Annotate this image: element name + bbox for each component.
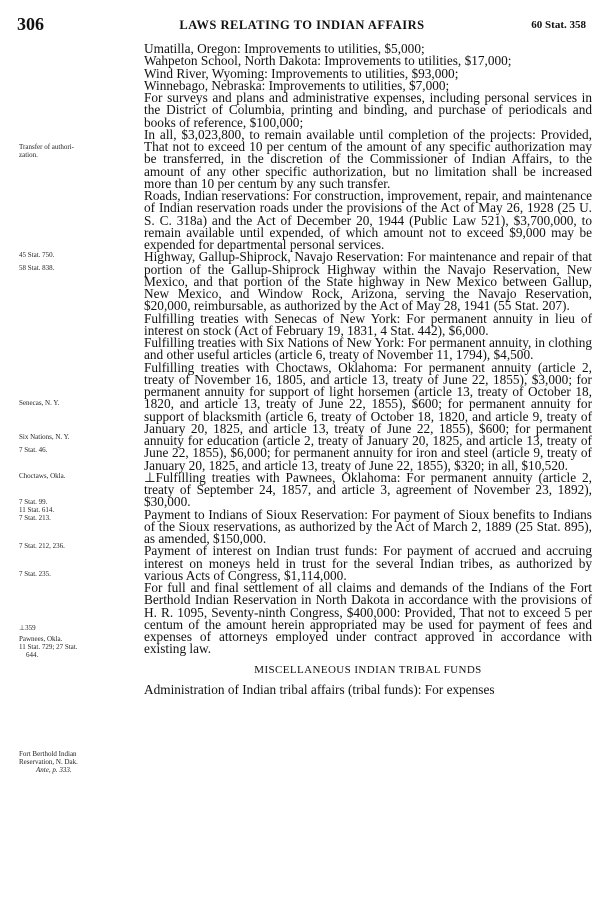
paragraph: Payment to Indians of Sioux Reservation: For payment of Sioux benefits to Indians of the Sioux reservations, as authorized by the Act of March 2, 1889 (25 Stat. 895), as amended, $150,000. bbox=[144, 506, 592, 546]
page-number: 306 bbox=[17, 14, 44, 34]
paragraph: Wind River, Wyoming: Improvements to utilities, $93,000; bbox=[144, 65, 459, 81]
margin-note: 644. bbox=[26, 651, 39, 659]
margin-note: 7 Stat. 235. bbox=[19, 570, 51, 578]
paragraph: Roads, Indian reservations: For construction, improvement, repair, and maintenance of Indian reservation roads under the provisions of the Act of May 26, 1928 (25 U. S. C. 318a) and the Act of December 20, 1944 (Public Law 521), $3,700,000, to remain available until expended, of which amount not to exceed $9,000 may be expended for departmental personal services. bbox=[144, 188, 592, 252]
paragraph: Fulfilling treaties with Senecas of New York: For permanent annuity in lieu of interest on stock (Act of February 19, 1831, 4 Stat. 442), $6,000. bbox=[144, 310, 592, 338]
paragraph: Fulfilling treaties with Six Nations of New York: For permanent annuity, in clothing and other useful articles (article 6, treaty of November 11, 1794), $4,500. bbox=[144, 335, 592, 363]
margin-note: 7 Stat. 213. bbox=[19, 514, 51, 522]
paragraph: Umatilla, Oregon: Improvements to utilities, $5,000; bbox=[144, 41, 425, 56]
margin-note: Choctaws, Okla. bbox=[19, 472, 66, 480]
margin-note: 11 Stat. 729; 27 Stat. bbox=[19, 643, 78, 651]
paragraph: Wahpeton School, North Dakota: Improvements to utilities, $17,000; bbox=[144, 53, 512, 69]
margin-note: 58 Stat. 838. bbox=[19, 264, 55, 272]
margin-note: 45 Stat. 750. bbox=[19, 251, 55, 259]
paragraph: Payment of interest on Indian trust funds: For payment of accrued and accruing interest on moneys held in trust for the several Indian tribes, as authorized by various Acts of Congress, $1,114,000. bbox=[144, 543, 592, 583]
margin-note: ⊥359 bbox=[19, 624, 36, 632]
margin-note: Senecas, N. Y. bbox=[19, 399, 60, 407]
margin-note: Ante, p. 333. bbox=[36, 766, 72, 774]
margin-note: zation. bbox=[19, 151, 38, 159]
margin-note: Transfer of authori- bbox=[19, 143, 74, 151]
stat-reference: 60 Stat. 358 bbox=[531, 19, 586, 31]
margin-note: 7 Stat. 46. bbox=[19, 446, 48, 454]
margin-note: Six Nations, N. Y. bbox=[19, 433, 70, 441]
paragraph: In all, $3,023,800, to remain available until completion of the projects: Provided, That not to exceed 10 per centum of the amount of any specific authorization may be transferred, in the discretion of the Commissioner of Indian Affairs, to the amount of any other specific authorization, but no limitation shall be increased more than 10 per centum by any such transfer. bbox=[144, 126, 592, 191]
body-text bbox=[144, 43, 592, 696]
margin-note: Pawnees, Okla. bbox=[19, 635, 63, 643]
margin-note: 11 Stat. 614. bbox=[19, 506, 55, 514]
margin-note: Reservation, N. Dak. bbox=[19, 758, 78, 766]
margin-note: 7 Stat. 212, 236. bbox=[19, 542, 65, 550]
paragraph: Fulfilling treaties with Choctaws, Oklahoma: For permanent annuity (article 2, treaty of November 16, 1805, and article 13, treaty of June 22, 1855), $3,000; for permanent annuity for support of light horsemen (article 13, treaty of October 18, 1820, and article 13, treaty of June 22, 1855), $600; for permanent annuity for support of blacksmith (article 6, treaty of October 18, 1820, and article 9, treaty of January 20, 1825, and article 13, treaty of June 22, 1855), $600; for permanent annuity for education (article 2, treaty of January 20, 1825, and article 13, treaty of June 22, 1855), $6,000; for permanent annuity for iron and steel (article 9, treaty of January 20, 1825, and article 13, treaty of June 22, 1855), $320; in all, $10,520. bbox=[144, 359, 592, 473]
paragraph: For surveys and plans and administrative expenses, including personal services in the District of Columbia, printing and binding, and purchase of periodicals and books of reference, $100,000; bbox=[144, 90, 592, 130]
paragraph: For full and final settlement of all claims and demands of the Indians of the Fort Berthold Indian Reservation in North Dakota in accordance with the provisions of H. R. 1095, Seventy-ninth Congress, $400,000: Provided, That not to exceed 5 per centum of the amount herein appropriated may be used for payment of fees and expenses of attorneys employed under contract approved in accordance with existing law. bbox=[144, 580, 592, 657]
margin-note: 7 Stat. 99. bbox=[19, 498, 48, 506]
paragraph: ⊥Fulfilling treaties with Pawnees, Oklahoma: For permanent annuity (article 2, treaty of September 24, 1857, and article 3, agreement of November 23, 1892), $30,000. bbox=[144, 469, 592, 510]
margin-note: Fort Berthold Indian bbox=[19, 750, 77, 758]
page-header bbox=[0, 16, 604, 36]
paragraph: Winnebago, Nebraska: Improvements to utilities, $7,000; bbox=[144, 77, 450, 93]
paragraph: Highway, Gallup-Shiprock, Navajo Reservation: For maintenance and repair of that portion of the Gallup-Shiprock Highway within the Navajo Reservation, New Mexico, and that portion of the State highway in New Mexico between Gallup, New Mexico, and Window Rock, Arizona, serving the Navajo Reservation, $20,000, reimbursable, as authorized by the Act of May 28, 1941 (55 Stat. 207). bbox=[144, 249, 592, 314]
running-title: LAWS RELATING TO INDIAN AFFAIRS bbox=[179, 18, 425, 32]
section-heading: MISCELLANEOUS INDIAN TRIBAL FUNDS bbox=[254, 663, 482, 676]
paragraph: Administration of Indian tribal affairs (tribal funds): For expenses bbox=[144, 681, 495, 697]
